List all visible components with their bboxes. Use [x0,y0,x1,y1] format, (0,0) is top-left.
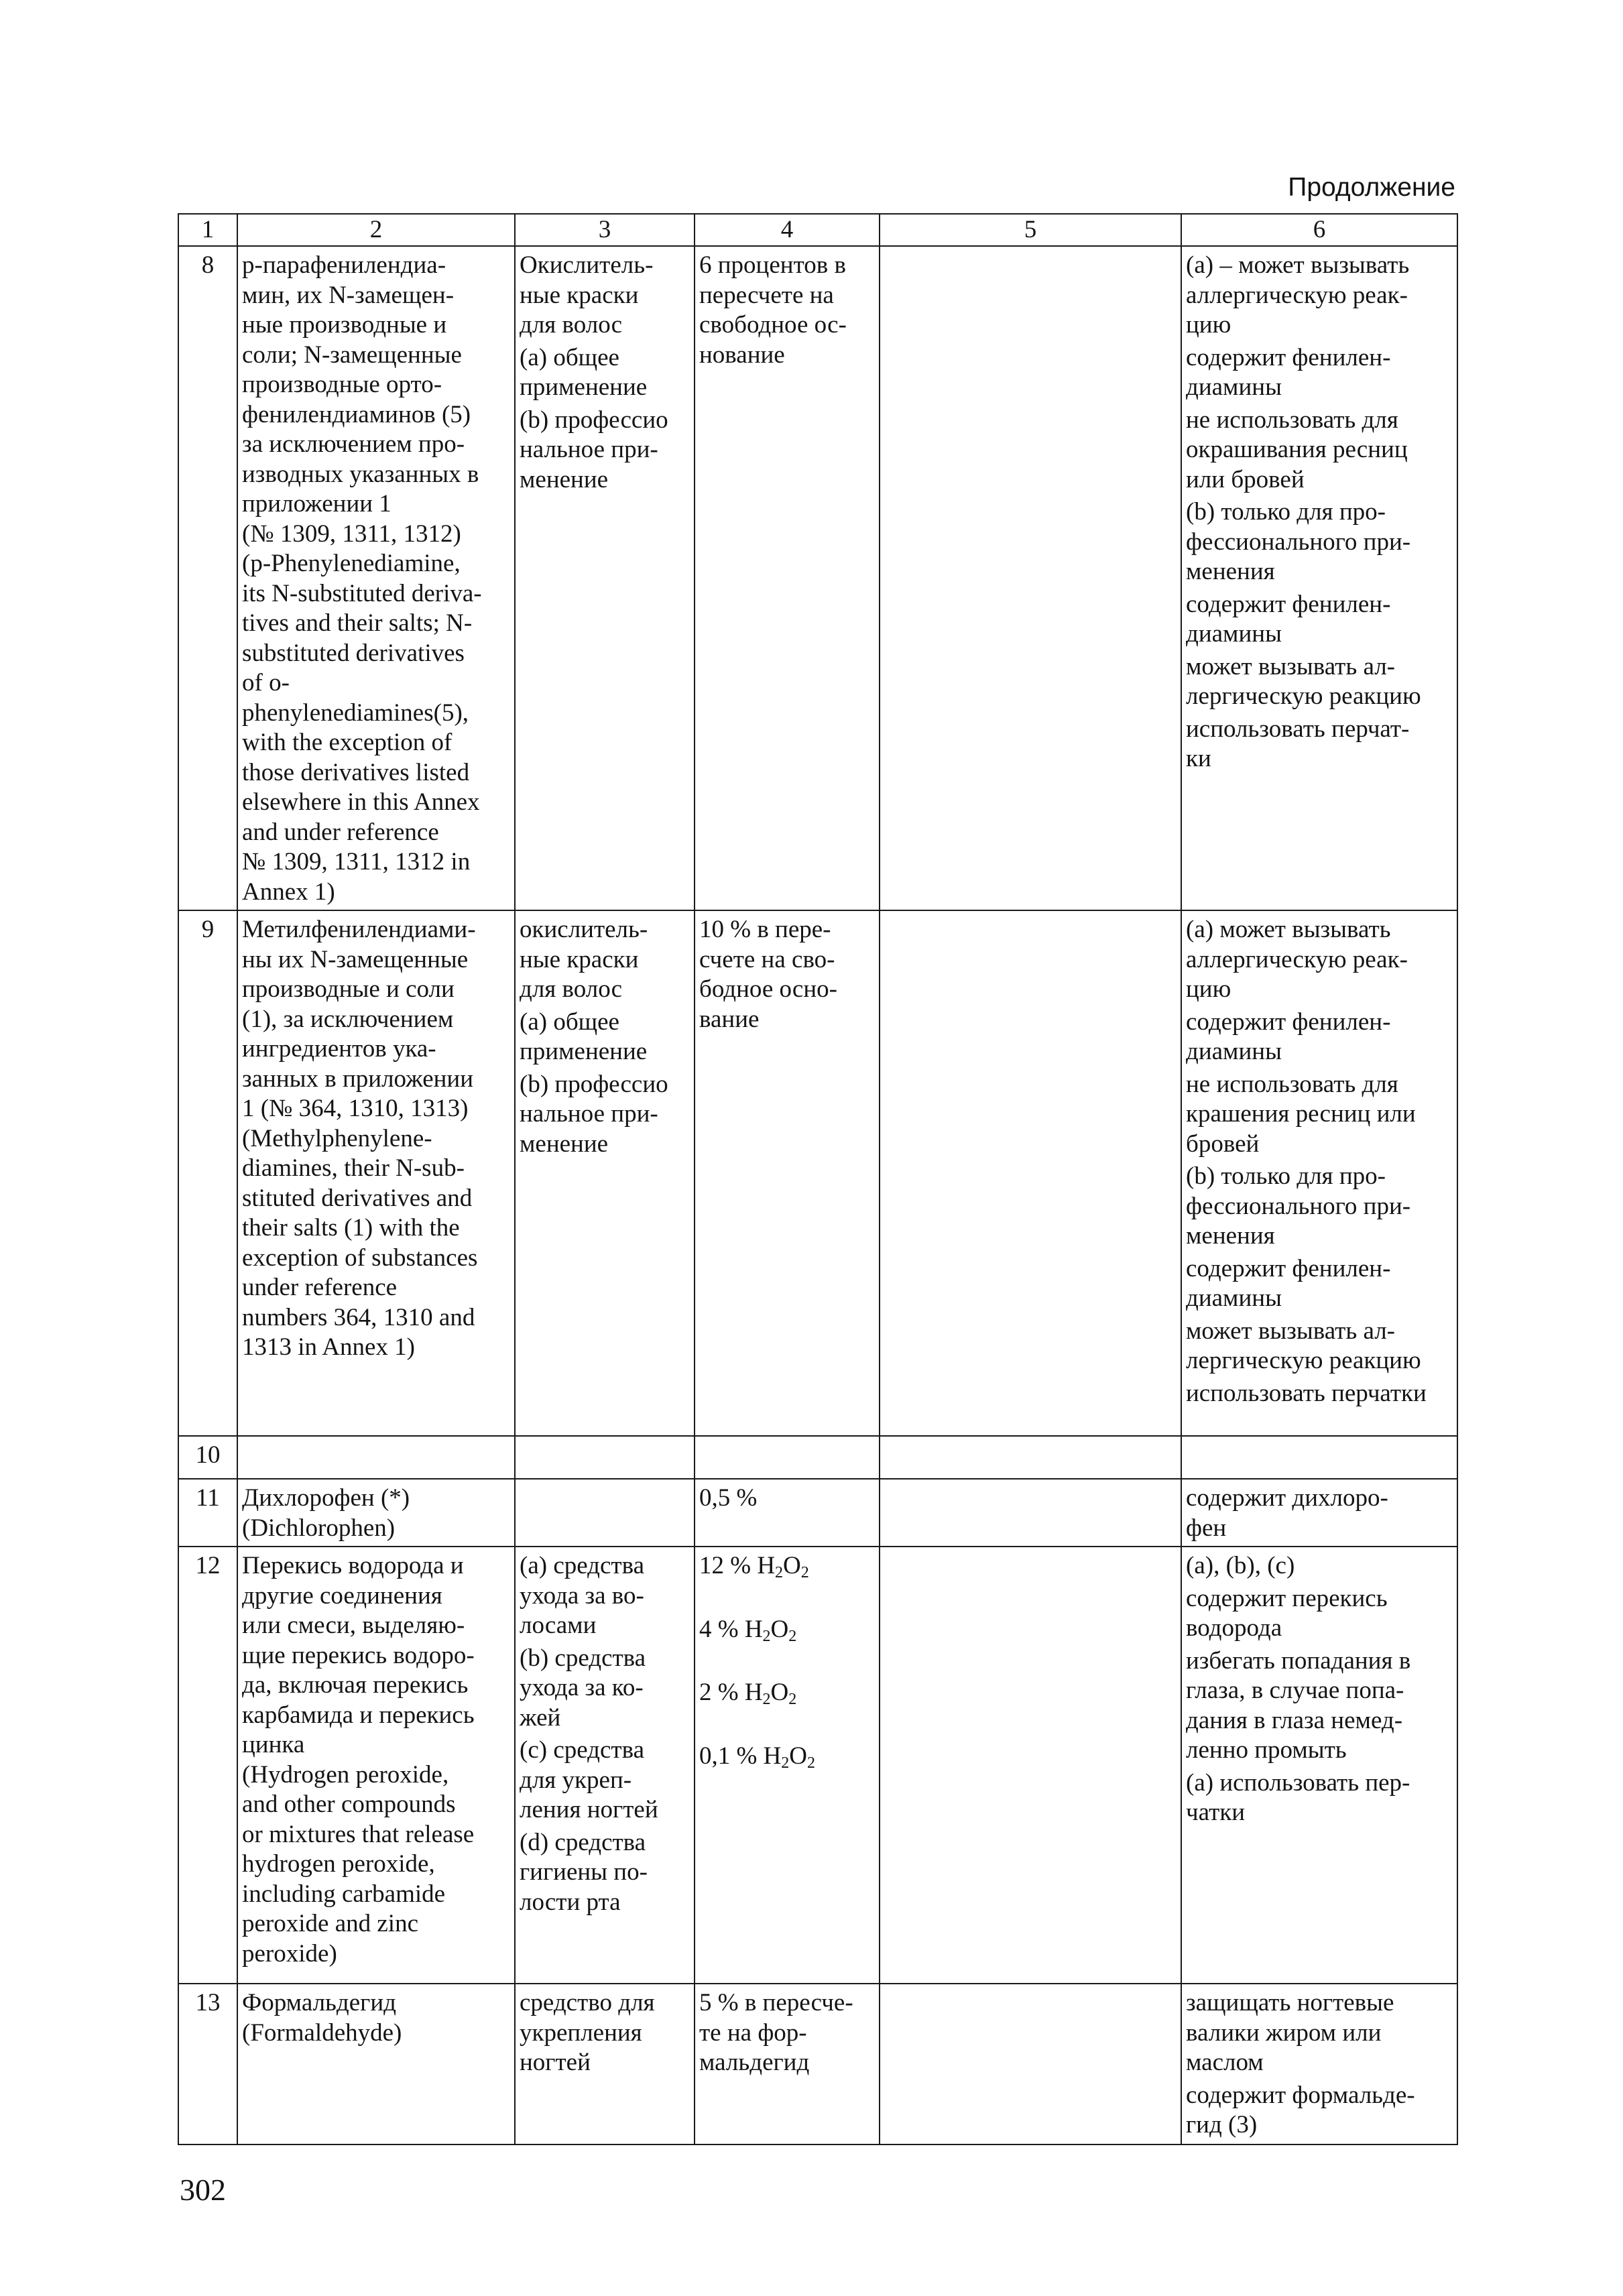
concentration-item: 0,1 % $H_2O_2$ [699,1742,816,1772]
row-number-cell [178,1547,237,1984]
row-number-cell [178,910,237,1436]
warning-item: (b) только для про- фессионального при- менения [1186,498,1411,585]
max-concentration-cell [695,1436,880,1479]
warnings-cell [1181,1547,1457,1984]
warnings-cell [1181,246,1457,910]
row-number-cell [178,1436,237,1479]
substance-name: Перекись водорода и другие соединения или смеси, выделяю- щие перекись водоро- да, включая перекись карбамида и перекись цинка (Hydrogen peroxide, and other compounds or mixtures that release hydrogen peroxide, including carbamide peroxide and zinc peroxide) [242,1552,475,1968]
warnings-cell [1181,1984,1457,2144]
substance-name: Дихлорофен (*) (Dichlorophen) [242,1484,410,1542]
product-type-item: (b) профессио нальное при- менение [520,406,668,493]
warning-item: защищать ногтевые валики жиром или маслом [1186,1989,1394,2076]
column-header: 5 [880,214,1181,246]
warning-item: (a) использовать пер- чатки [1186,1768,1410,1826]
concentration-item: 0,5 % [699,1484,758,1512]
column-header-row [178,214,1457,246]
product-type-item: (c) средства для укреп- ления ногтей [520,1736,658,1823]
column-header: 4 [695,214,880,246]
substance-name: Метилфенилендиами- ны их N-замещенные производные и соли (1), за исключением ингредиентов ука- занных в приложении 1 (№ 364, 1310, 1313) (Methylphenylene- diamines, their N-sub- stituted derivatives and their salts (1) with the exception of substances under reference numbers 364, 1310 and 1313 in Annex 1) [242,916,478,1361]
page-number: 302 [180,2173,226,2207]
warning-item: содержит фенилен- диамины [1186,590,1391,648]
row-number-cell [178,1479,237,1547]
product-type-cell [515,1547,695,1984]
product-type-cell [515,1479,695,1547]
other-limitations-cell [880,1479,1181,1547]
other-limitations-cell [880,910,1181,1436]
warning-item: содержит дихлоро- фен [1186,1484,1388,1542]
row-number: 9 [201,916,215,943]
row-number: 11 [196,1484,220,1512]
warnings-cell [1181,1436,1457,1479]
row-number: 10 [195,1441,221,1469]
concentration-item: 10 % в пере- счете на сво- бодное осно- вание [699,916,837,1033]
warning-item: не использовать для окрашивания ресниц или бровей [1186,406,1408,493]
substance-name: p-парафенилендиа- мин, их N-замещен- ные производные и соли; N-замещенные производные орто- фенилендиаминов (5) за исключением про- изводных указанных в приложении 1 (№ 1309, 1311, 1312) (p-Phenylenediamine, its N-substituted deriva- tives and their salts; N- substituted derivatives of o-phenylenediamines(5), with the exception of those derivatives listed elsewhere in this Annex and under reference № 1309, 1311, 1312 in Annex 1) [242,251,482,906]
max-concentration-cell [695,910,880,1436]
concentration-item: 4 % $H_2O_2$ [699,1615,797,1645]
other-limitations-cell [880,1436,1181,1479]
substance-cell [237,1479,515,1547]
table-row [178,1436,1457,1479]
column-header: 1 [178,214,237,246]
row-number: 13 [195,1989,221,2016]
product-type-item: (a) общее применение [520,343,648,401]
row-number-cell [178,246,237,910]
column-header: 6 [1181,214,1457,246]
table-row [178,246,1457,910]
substance-name: Формальдегид (Formaldehyde) [242,1989,402,2047]
warning-item: избегать попадания в глаза, в случае попа- дания в глаза немед- ленно промыть [1186,1646,1411,1764]
concentration-item: 2 % $H_2O_2$ [699,1679,797,1708]
table-row [178,1547,1457,1984]
product-type-item: (a) средства ухода за во- лосами [520,1552,644,1639]
substance-cell [237,246,515,910]
max-concentration-cell [695,1479,880,1547]
warning-item: содержит фенилен- диамины [1186,1254,1391,1312]
other-limitations-cell [880,1547,1181,1984]
max-concentration-cell [695,246,880,910]
warnings-cell [1181,1479,1457,1547]
product-type-item: (a) общее применение [520,1008,648,1065]
table-row [178,1479,1457,1547]
warnings-cell [1181,910,1457,1436]
warning-item: использовать перчат- ки [1186,715,1410,772]
restricted-substances-table [178,213,1458,2145]
substance-cell [237,1984,515,2144]
product-type-item: (b) профессио нальное при- менение [520,1070,668,1158]
product-type-cell [515,246,695,910]
warning-item: использовать перчатки [1186,1379,1427,1407]
table-row [178,910,1457,1436]
warning-item: (a), (b), (c) [1186,1552,1295,1579]
other-limitations-cell [880,246,1181,910]
concentration-item: 6 процентов в пересчете на свободное ос- нование [699,251,847,369]
product-type-item: окислитель- ные краски для волос [520,916,648,1003]
continuation-label: Продолжение [1288,173,1455,202]
warning-item: может вызывать ал- лергическую реакцию [1186,1317,1421,1374]
other-limitations-cell [880,1984,1181,2144]
warning-item: содержит фенилен- диамины [1186,343,1391,401]
product-type-item: (b) средства ухода за ко- жей [520,1644,646,1732]
warning-item: не использовать для крашения ресниц или бровей [1186,1070,1416,1158]
row-number-cell [178,1984,237,2144]
product-type-cell [515,1436,695,1479]
column-header: 3 [515,214,695,246]
max-concentration-cell [695,1984,880,2144]
column-header: 2 [237,214,515,246]
warning-item: содержит формальде- гид (3) [1186,2081,1415,2138]
concentration-item: 5 % в пересче- те на фор- мальдегид [699,1989,853,2076]
concentration-item: 12 % $H_2O_2$ [699,1552,809,1581]
product-type-cell [515,1984,695,2144]
warning-item: содержит фенилен- диамины [1186,1008,1391,1065]
warning-item: содержит перекись водорода [1186,1584,1388,1642]
warning-item: (a) может вызывать аллергическую реак- цию [1186,916,1408,1003]
warning-item: (a) – может вызывать аллергическую реак- цию [1186,251,1410,339]
product-type-item: средство для укрепления ногтей [520,1989,655,2076]
substance-cell [237,1436,515,1479]
substance-cell [237,1547,515,1984]
warning-item: может вызывать ал- лергическую реакцию [1186,652,1421,710]
row-number: 8 [201,251,215,279]
max-concentration-cell [695,1547,880,1984]
table-row [178,1984,1457,2144]
product-type-item: (d) средства гигиены по- лости рта [520,1828,648,1916]
row-number: 12 [195,1552,221,1579]
product-type-cell [515,910,695,1436]
product-type-item: Окислитель- ные краски для волос [520,251,654,339]
warning-item: (b) только для про- фессионального при- менения [1186,1162,1411,1250]
substance-cell [237,910,515,1436]
